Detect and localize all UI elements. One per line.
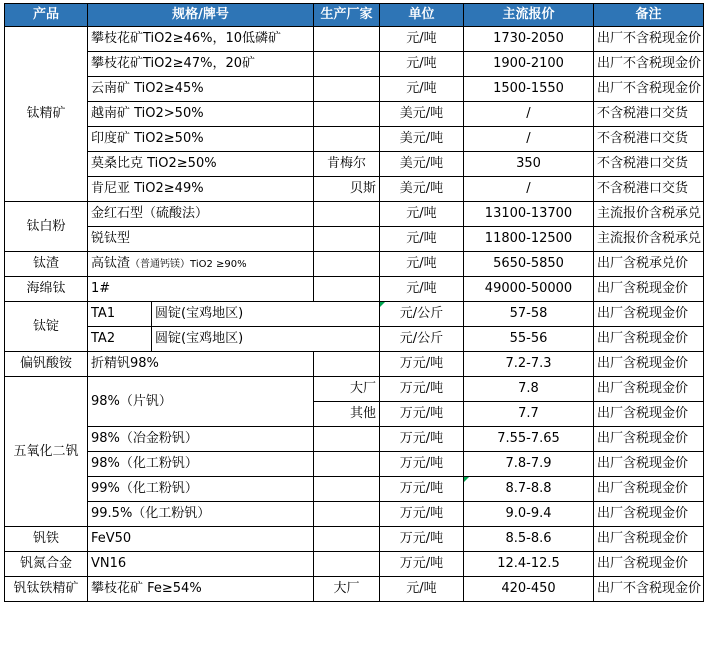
price-cell: 7.7 — [464, 402, 594, 427]
maker-cell — [314, 277, 380, 302]
unit-cell: 元/公斤 — [380, 302, 464, 327]
maker-cell: 其他 — [314, 402, 380, 427]
spec-cell: TA2 — [88, 327, 152, 352]
unit-cell: 万元/吨 — [380, 527, 464, 552]
remark-cell: 不含税港口交货 — [594, 177, 704, 202]
unit-cell: 元/吨 — [380, 202, 464, 227]
maker-cell — [314, 102, 380, 127]
unit-cell: 万元/吨 — [380, 377, 464, 402]
maker-cell — [314, 427, 380, 452]
spec-cell: 肯尼亚 TiO2≥49% — [88, 177, 314, 202]
price-cell: 5650-5850 — [464, 252, 594, 277]
table-row — [5, 352, 704, 377]
header-maker: 生产厂家 — [314, 4, 380, 27]
unit-cell: 万元/吨 — [380, 452, 464, 477]
header-unit: 单位 — [380, 4, 464, 27]
price-cell: 1500-1550 — [464, 77, 594, 102]
remark-cell: 主流报价含税承兑 — [594, 202, 704, 227]
remark-cell: 出厂含税现金价 — [594, 477, 704, 502]
price-cell: / — [464, 102, 594, 127]
remark-cell: 出厂不含税现金价 — [594, 77, 704, 102]
spec-main: 高钛渣 — [91, 255, 131, 271]
table-row — [5, 477, 704, 502]
maker-cell — [314, 227, 380, 252]
product-cell: 钛渣 — [5, 252, 88, 277]
table-row — [5, 252, 704, 277]
table-row — [5, 77, 704, 102]
price-cell: 55-56 — [464, 327, 594, 352]
price-cell: 350 — [464, 152, 594, 177]
spec-cell: TA1 — [88, 302, 152, 327]
unit-cell: 元/公斤 — [380, 327, 464, 352]
remark-cell: 出厂含税现金价 — [594, 327, 704, 352]
remark-cell: 主流报价含税承兑 — [594, 227, 704, 252]
price-table — [4, 3, 704, 602]
remark-cell: 出厂不含税现金价 — [594, 577, 704, 602]
product-cell: 钒铁 — [5, 527, 88, 552]
remark-cell: 出厂含税现金价 — [594, 302, 704, 327]
unit-cell: 元/吨 — [380, 252, 464, 277]
remark-cell: 出厂含税现金价 — [594, 527, 704, 552]
maker-cell — [314, 352, 380, 377]
product-cell: 海绵钛 — [5, 277, 88, 302]
table-row — [5, 427, 704, 452]
table-row — [5, 227, 704, 252]
unit-cell: 元/吨 — [380, 577, 464, 602]
table-row — [5, 302, 704, 327]
spec-cell: 98%（片钒） — [88, 377, 314, 427]
spec-cell: 98%（化工粉钒） — [88, 452, 314, 477]
spec-cell: 金红石型（硫酸法） — [88, 202, 314, 227]
maker-cell: 贝斯 — [314, 177, 380, 202]
unit-cell: 万元/吨 — [380, 477, 464, 502]
spec-cell: 99%（化工粉钒） — [88, 477, 314, 502]
unit-cell: 万元/吨 — [380, 402, 464, 427]
spec-cell: 印度矿 TiO2≥50% — [88, 127, 314, 152]
price-cell: 7.55-7.65 — [464, 427, 594, 452]
remark-cell: 出厂含税现金价 — [594, 552, 704, 577]
spec2-cell: 圆锭(宝鸡地区) — [152, 302, 380, 327]
table-row — [5, 577, 704, 602]
remark-cell: 不含税港口交货 — [594, 127, 704, 152]
unit-cell: 元/吨 — [380, 52, 464, 77]
spec-cell: 越南矿 TiO2>50% — [88, 102, 314, 127]
price-cell: 1900-2100 — [464, 52, 594, 77]
price-cell: 49000-50000 — [464, 277, 594, 302]
price-cell: 57-58 — [464, 302, 594, 327]
unit-cell: 元/吨 — [380, 227, 464, 252]
spec2-cell: 圆锭(宝鸡地区) — [152, 327, 380, 352]
unit-cell: 美元/吨 — [380, 152, 464, 177]
table-row — [5, 377, 704, 402]
price-cell: 9.0-9.4 — [464, 502, 594, 527]
price-cell: 11800-12500 — [464, 227, 594, 252]
price-cell: 13100-13700 — [464, 202, 594, 227]
maker-cell — [314, 502, 380, 527]
table-row — [5, 27, 704, 52]
product-cell: 五氧化二钒 — [5, 377, 88, 527]
table-row — [5, 527, 704, 552]
maker-cell — [314, 252, 380, 277]
remark-cell: 出厂含税现金价 — [594, 452, 704, 477]
maker-cell — [314, 202, 380, 227]
unit-cell: 美元/吨 — [380, 127, 464, 152]
remark-cell: 出厂不含税现金价 — [594, 52, 704, 77]
unit-cell: 万元/吨 — [380, 502, 464, 527]
unit-cell: 美元/吨 — [380, 177, 464, 202]
header-product: 产品 — [5, 4, 88, 27]
remark-cell: 出厂含税现金价 — [594, 352, 704, 377]
maker-cell — [314, 52, 380, 77]
maker-cell — [314, 77, 380, 102]
table-row — [5, 502, 704, 527]
header-remark: 备注 — [594, 4, 704, 27]
price-cell: 12.4-12.5 — [464, 552, 594, 577]
unit-cell: 万元/吨 — [380, 427, 464, 452]
spec-cell: 1# — [88, 277, 314, 302]
table-row — [5, 552, 704, 577]
spec-cell: 99.5%（化工粉钒） — [88, 502, 314, 527]
unit-cell: 元/吨 — [380, 27, 464, 52]
product-cell: 钛锭 — [5, 302, 88, 352]
table-row — [5, 152, 704, 177]
remark-cell: 出厂含税现金价 — [594, 377, 704, 402]
header-spec: 规格/牌号 — [88, 4, 314, 27]
table-row — [5, 452, 704, 477]
maker-cell — [314, 452, 380, 477]
spec-cell: 攀枝花矿 Fe≥54% — [88, 577, 314, 602]
maker-cell — [314, 552, 380, 577]
price-cell: / — [464, 177, 594, 202]
spec-cell: 折精钒98% — [88, 352, 314, 377]
maker-cell — [314, 477, 380, 502]
table-row — [5, 277, 704, 302]
remark-cell: 出厂含税现金价 — [594, 427, 704, 452]
remark-cell: 出厂含税现金价 — [594, 402, 704, 427]
remark-cell: 不含税港口交货 — [594, 102, 704, 127]
price-cell: 8.5-8.6 — [464, 527, 594, 552]
spec-cell: FeV50 — [88, 527, 314, 552]
spec-cell: 锐钛型 — [88, 227, 314, 252]
price-cell: 8.7-8.8 — [464, 477, 594, 502]
header-row — [5, 4, 704, 27]
product-cell: 偏钒酸铵 — [5, 352, 88, 377]
maker-cell: 大厂 — [314, 577, 380, 602]
maker-cell — [314, 527, 380, 552]
spec-cell: 云南矿 TiO2≥45% — [88, 77, 314, 102]
table-row — [5, 127, 704, 152]
table-row — [5, 202, 704, 227]
price-cell: 1730-2050 — [464, 27, 594, 52]
maker-cell: 大厂 — [314, 377, 380, 402]
product-cell: 钒钛铁精矿 — [5, 577, 88, 602]
table-row — [5, 52, 704, 77]
table-row — [5, 327, 704, 352]
maker-cell — [314, 127, 380, 152]
spec-cell: VN16 — [88, 552, 314, 577]
spec-cell — [88, 252, 314, 277]
unit-cell: 元/吨 — [380, 277, 464, 302]
remark-cell: 出厂含税现金价 — [594, 502, 704, 527]
unit-cell: 元/吨 — [380, 77, 464, 102]
product-cell: 钛精矿 — [5, 27, 88, 202]
header-price: 主流报价 — [464, 4, 594, 27]
price-cell: / — [464, 127, 594, 152]
remark-cell: 不含税港口交货 — [594, 152, 704, 177]
remark-cell: 出厂含税现金价 — [594, 277, 704, 302]
table-row — [5, 177, 704, 202]
spec-cell: 莫桑比克 TiO2≥50% — [88, 152, 314, 177]
price-cell: 7.2-7.3 — [464, 352, 594, 377]
price-cell: 7.8-7.9 — [464, 452, 594, 477]
spec-cell: 攀枝花矿TiO2≥47%，20矿 — [88, 52, 314, 77]
spec-cell: 98%（冶金粉钒） — [88, 427, 314, 452]
maker-cell: 肯梅尔 — [314, 152, 380, 177]
spec-cell: 攀枝花矿TiO2≥46%，10低磷矿 — [88, 27, 314, 52]
price-cell: 420-450 — [464, 577, 594, 602]
unit-cell: 万元/吨 — [380, 352, 464, 377]
product-cell: 钛白粉 — [5, 202, 88, 252]
product-cell: 钒氮合金 — [5, 552, 88, 577]
remark-cell: 出厂含税承兑价 — [594, 252, 704, 277]
unit-cell: 万元/吨 — [380, 552, 464, 577]
maker-cell — [314, 27, 380, 52]
unit-cell: 美元/吨 — [380, 102, 464, 127]
price-cell: 7.8 — [464, 377, 594, 402]
table-row — [5, 102, 704, 127]
remark-cell: 出厂不含税现金价 — [594, 27, 704, 52]
spec-note: （普通钙镁）TiO2 ≥90% — [130, 258, 247, 270]
